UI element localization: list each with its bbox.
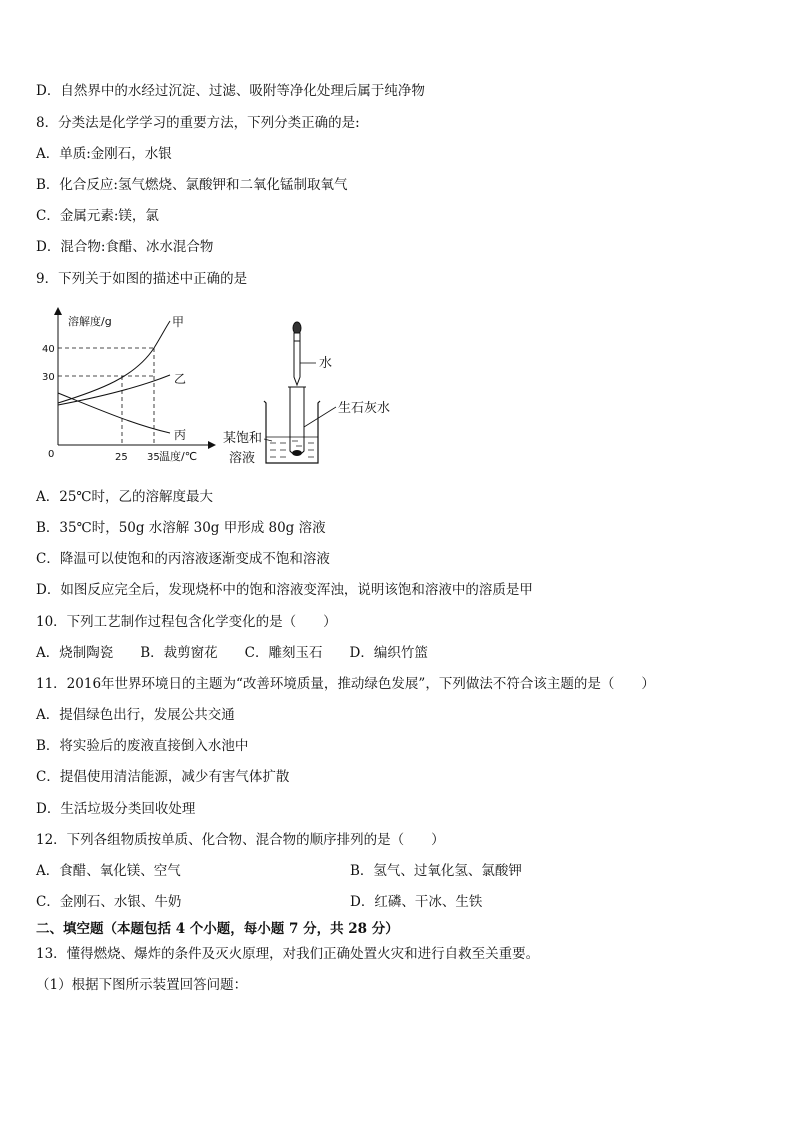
x-tick-25: 25	[115, 452, 128, 463]
q11-option-b: B．将实验后的废液直接倒入水池中	[36, 738, 249, 754]
q12-option-d: D．红磷、干冰、生铁	[350, 894, 483, 910]
q7-option-d: D．自然界中的水经过沉淀、过滤、吸附等净化处理后属于纯净物	[36, 83, 425, 99]
curve-bing	[58, 393, 170, 433]
q8-stem: 8．分类法是化学学习的重要方法，下列分类正确的是:	[36, 115, 360, 131]
q13-part1: （1）根据下图所示装置回答问题：	[36, 977, 248, 993]
q9-option-d: D．如图反应完全后，发现烧杯中的饱和溶液变浑浊，说明该饱和溶液中的溶质是甲	[36, 582, 533, 598]
q12-option-b: B．氢气、过氧化氢、氯酸钾	[350, 863, 522, 879]
q9-stem: 9．下列关于如图的描述中正确的是	[36, 271, 248, 287]
curve-label-yi: 乙	[174, 372, 187, 386]
beaker	[264, 401, 320, 463]
q12-option-c: C．金刚石、水银、牛奶	[36, 894, 182, 910]
beaker-liquid-dashes	[270, 441, 314, 457]
q10-stem: 10．下列工艺制作过程包含化学变化的是（ ）	[36, 614, 337, 630]
experiment-apparatus	[220, 315, 410, 470]
y-axis-label: 溶解度/g	[68, 315, 112, 328]
q11-option-a: A．提倡绿色出行，发展公共交通	[36, 707, 235, 723]
q8-option-b: B．化合反应:氢气燃烧、氯酸钾和二氧化锰制取氧气	[36, 177, 348, 193]
q11-stem: 11．2016年世界环境日的主题为“改善环境质量，推动绿色发展”，下列做法不符合该主题的是（ ）	[36, 676, 655, 692]
q11-option-c: C．提倡使用清洁能源，减少有害气体扩散	[36, 769, 290, 785]
q12-stem: 12．下列各组物质按单质、化合物、混合物的顺序排列的是（ ）	[36, 832, 445, 848]
quicklime-solid	[292, 450, 302, 456]
curve-label-jia: 甲	[172, 315, 185, 329]
solution-label-2: 溶液	[229, 451, 256, 466]
curve-label-bing: 丙	[174, 428, 187, 442]
q11-option-d: D．生活垃圾分类回收处理	[36, 801, 196, 817]
dropper-bulb	[293, 322, 301, 334]
q10-options: A．烧制陶瓷 B．裁剪窗花 C．雕刻玉石 D．编织竹篮	[36, 645, 428, 661]
test-tube	[290, 387, 304, 455]
q9-option-a: A．25℃时，乙的溶解度最大	[36, 489, 214, 505]
q9-option-b: B．35℃时，50g 水溶解 30g 甲形成 80g 溶液	[36, 520, 326, 536]
section-heading: 二、填空题（本题包括 4 个小题，每小题 7 分，共 28 分）	[36, 921, 399, 937]
q8-option-d: D．混合物:食醋、冰水混合物	[36, 239, 214, 255]
solubility-graph	[30, 305, 220, 465]
solution-pointer	[264, 439, 272, 441]
dropper-tube	[294, 341, 300, 385]
solution-label-1: 某饱和	[223, 431, 263, 446]
curve-jia	[58, 321, 170, 403]
dropper-neck	[294, 333, 300, 341]
limewater-label: 生石灰水	[338, 401, 391, 416]
q12-row-ab	[36, 862, 522, 880]
water-label: 水	[319, 356, 333, 371]
curve-yi	[58, 375, 170, 405]
q12-row-cd	[36, 893, 483, 911]
x-tick-35: 35	[147, 452, 160, 463]
y-tick-30: 30	[42, 372, 55, 383]
q13-stem: 13．懂得燃烧、爆炸的条件及灭火原理，对我们正确处置火灾和进行自救至关重要。	[36, 946, 540, 962]
q8-option-a: A．单质:金刚石，水银	[36, 146, 172, 162]
q9-option-c: C．降温可以使饱和的丙溶液逐渐变成不饱和溶液	[36, 551, 330, 567]
y-tick-40: 40	[42, 344, 55, 355]
origin-label: 0	[48, 449, 55, 460]
x-axis-label: 温度/℃	[159, 450, 198, 463]
limewater-pointer	[304, 407, 336, 427]
q12-option-a: A．食醋、氧化镁、空气	[36, 863, 181, 879]
q8-option-c: C．金属元素:镁，氯	[36, 208, 159, 224]
